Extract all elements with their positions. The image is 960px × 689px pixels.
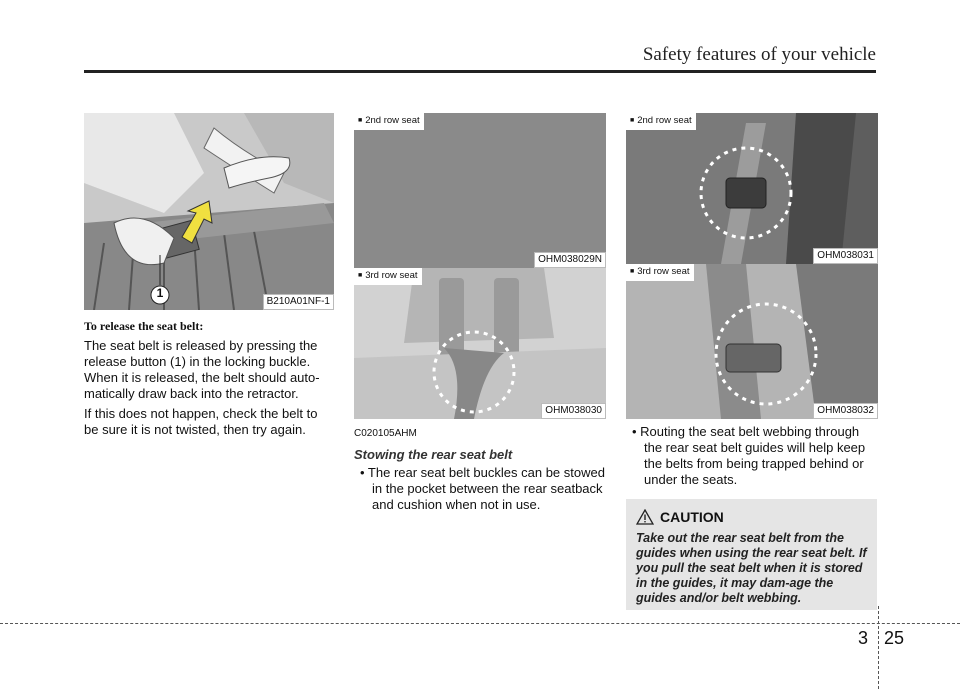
figure-2nd-row-stow <box>354 113 606 268</box>
row-tag: ■ 3rd row seat <box>626 264 694 281</box>
guide-photo <box>626 264 878 419</box>
release-paragraph: The seat belt is released by pressing the release button (1) in the locking buckle. When it is released, the belt should auto-matically draw back into the retractor. <box>84 338 320 401</box>
footer-rule <box>0 623 960 624</box>
release-subheading: To release the seat belt: <box>84 319 204 333</box>
buckle-illustration <box>84 113 334 310</box>
figure-code: OHM038029N <box>534 252 606 268</box>
figure-code: OHM038031 <box>813 248 878 264</box>
caution-title: CAUTION <box>660 509 724 525</box>
retry-paragraph: If this does not happen, check the belt to be sure it is not twisted, then try again. <box>84 406 318 437</box>
figure-code: OHM038030 <box>541 403 606 419</box>
seat-photo <box>354 113 606 268</box>
row-tag: ■ 2nd row seat <box>626 113 696 130</box>
section-code: C020105AHM <box>354 428 417 439</box>
warning-triangle-icon <box>636 509 654 525</box>
footer-divider <box>878 606 879 689</box>
stowing-section <box>354 426 606 513</box>
release-instructions <box>84 318 334 442</box>
page-number: 25 <box>884 628 905 648</box>
header-rule <box>84 70 876 73</box>
figure-3rd-row-guide <box>626 264 878 419</box>
row-tag: ■ 3rd row seat <box>354 268 422 285</box>
routing-bullet: • Routing the seat belt webbing through the rear seat belt guides will help keep the belts from being trapped behind or under the seats. <box>632 424 866 487</box>
row-tag: ■ 2nd row seat <box>354 113 424 130</box>
guide-photo <box>626 113 878 264</box>
figure-2nd-row-guide <box>626 113 878 264</box>
caution-header <box>636 509 724 525</box>
caution-box <box>626 499 877 610</box>
callout-number: 1 <box>156 286 164 300</box>
figure-code: B210A01NF-1 <box>263 294 334 310</box>
stowing-bullet: • The rear seat belt buckles can be stowed in the pocket between the rear seatback and cushion when not in use. <box>360 465 605 512</box>
section-heading: Stowing the rear seat belt <box>354 447 513 462</box>
routing-section <box>626 424 878 488</box>
chapter-number: 3 <box>858 628 869 648</box>
figure-release-buckle <box>84 113 334 310</box>
header-title: Safety features of your vehicle <box>642 44 876 65</box>
figure-code: OHM038032 <box>813 403 878 419</box>
figure-3rd-row-stow <box>354 268 606 419</box>
caution-body: Take out the rear seat belt from the guides when using the rear seat belt. If you pull the seat belt when it is stored in the guides, it may dam-age the guides and/or belt webbing. <box>636 531 867 605</box>
seat-photo <box>354 268 606 419</box>
